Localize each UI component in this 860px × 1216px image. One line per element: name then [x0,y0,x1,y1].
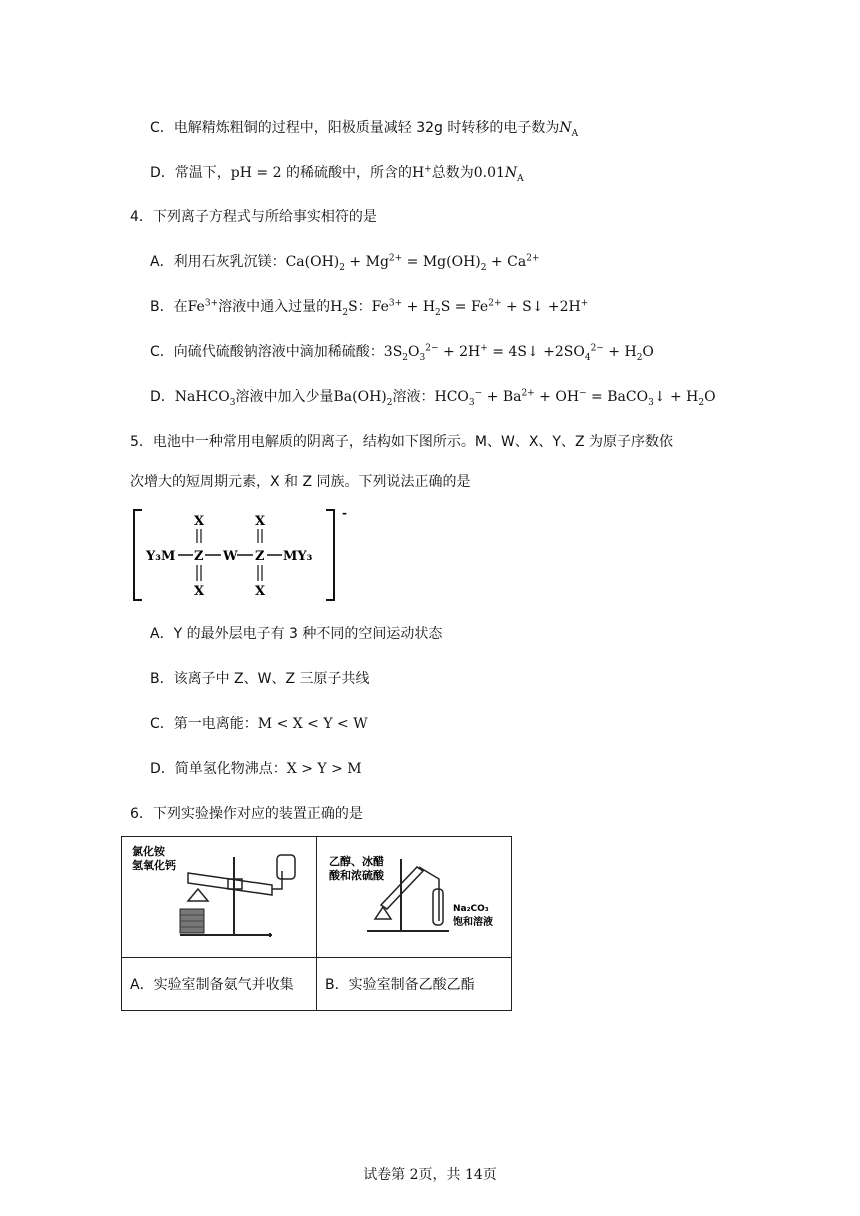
q3-d-text2: 的稀硫酸中，所含的 [285,165,412,181]
x-bottom-right: X [255,584,266,599]
q5-option-a: A．Y 的最外层电子有 3 种不同的空间运动状态 [150,626,443,642]
q4-b-h2s: $H_2S$ [330,299,358,318]
q3-d-na-sub: A [517,173,524,184]
apparatus-b-label-1: 乙醇、冰醋 [329,855,384,868]
apparatus-a-cell [122,837,317,958]
q4-option-b [150,297,588,317]
q4-c-label: C．向硫代硫酸钠溶液中滴加稀硫酸： [150,344,384,360]
q3-d-h-sup: + [424,164,432,175]
q4-b-label-3: ： [357,299,372,315]
q4-c-equation: $3S_2O_3^{2-} + 2H^+$ = 4S↓ $+2SO_4^{2-} + H_2O$ [383,343,654,363]
q4-d-label-3: 溶液： [392,389,435,405]
w-atom: W [223,549,238,564]
q5-d-label: D．简单氢化物沸点： [150,761,287,777]
apparatus-a-label-2: 氢氧化钙 [132,859,176,872]
q5-option-b: B．该离子中 Z、W、Z 三原子共线 [150,671,370,687]
q4-b-label-1: B．在 [150,299,188,315]
q3-d-text1: D．常温下， [150,165,231,181]
right-group: MY₃ [283,549,313,564]
q3-d-text3: 总数为 [431,165,474,181]
apparatus-a-caption: A．实验室制备氨气并收集 [122,958,317,1011]
q3-d-ph: pH = 2 [230,165,282,181]
q4-d-label-2: 溶液中加入少量 [235,389,334,405]
q4-d-baoh2: $Ba(OH)_2$ [333,389,393,408]
apparatus-b-label-3: Na₂CO₃ [453,904,489,914]
left-group: Y₃M [146,549,176,564]
q4-option-d [150,387,716,407]
apparatus-b-caption: B．实验室制备乙酸乙酯 [317,958,512,1011]
q3-c-text: C．电解精炼粗铜的过程中，阳极质量减轻 32g 时转移的电子数为 [150,120,560,136]
q4-option-c [150,342,654,362]
q4-d-equation: $HCO_3^- + Ba^{2+} + OH^-$ = BaCO$_3$↓ + $H_2O$ [434,388,716,408]
q6-stem: 6．下列实验操作对应的装置正确的是 [130,806,363,822]
charge-label: - [342,506,347,520]
apparatus-b-cell [317,837,512,958]
q3-option-c [150,118,578,138]
q3-c-na: N [559,120,572,136]
q4-option-a [150,252,539,272]
q4-d-label-1: D． [150,389,175,405]
q5-c-label: C．第一电离能： [150,716,258,732]
right-bracket [326,510,334,600]
q3-option-d [150,163,524,183]
z-atom-right: Z [255,549,265,564]
q5-option-d [150,759,362,779]
q3-d-h: H [411,165,425,181]
x-top-right: X [255,514,266,529]
q4-b-equation: $Fe^{3+} + H_2S = Fe^{2+}$ + S↓ +2H+ [371,298,589,318]
apparatus-table [121,836,512,1011]
q3-d-na: N [504,165,518,181]
anion-structure-diagram [130,505,350,605]
q4-a-equation: $Ca(OH)_2 + Mg^{2+} = Mg(OH)_2 + Ca^{2+}$ [285,253,540,273]
q4-d-nahco3: NaHCO$_3$ [174,389,236,408]
x-bottom-left: X [194,584,205,599]
q5-option-c [150,714,368,734]
x-top-left: X [194,514,205,529]
apparatus-b-label-4: 饱和溶液 [453,917,493,928]
q4-a-label: A．利用石灰乳沉镁： [150,254,286,270]
z-atom-left: Z [194,549,204,564]
q5-stem-line2: 次增大的短周期元素，X 和 Z 同族。下列说法正确的是 [130,474,471,490]
ammonia-apparatus-drawing [122,837,316,957]
apparatus-b-label-2: 酸和浓硫酸 [329,869,384,882]
left-bracket [134,510,142,600]
q4-stem: 4．下列离子方程式与所给事实相符的是 [130,209,377,225]
q4-b-fe: $Fe^{3+}$ [187,298,219,315]
q5-stem-line1: 5．电池中一种常用电解质的阴离子，结构如下图所示。M、W、X、Y、Z 为原子序数依 [130,434,674,450]
q3-d-val: 0.01 [473,165,505,181]
q4-b-label-2: 溶液中通入过量的 [218,299,331,315]
q5-c-expr: M < X < Y < W [257,716,368,732]
q5-d-expr: X > Y > M [286,761,362,777]
page-footer: 试卷第 2页，共 14页 [363,1167,497,1183]
q3-c-na-sub: A [571,128,579,139]
apparatus-a-label-1: 氯化铵 [132,845,165,858]
ester-apparatus-drawing [317,837,511,957]
